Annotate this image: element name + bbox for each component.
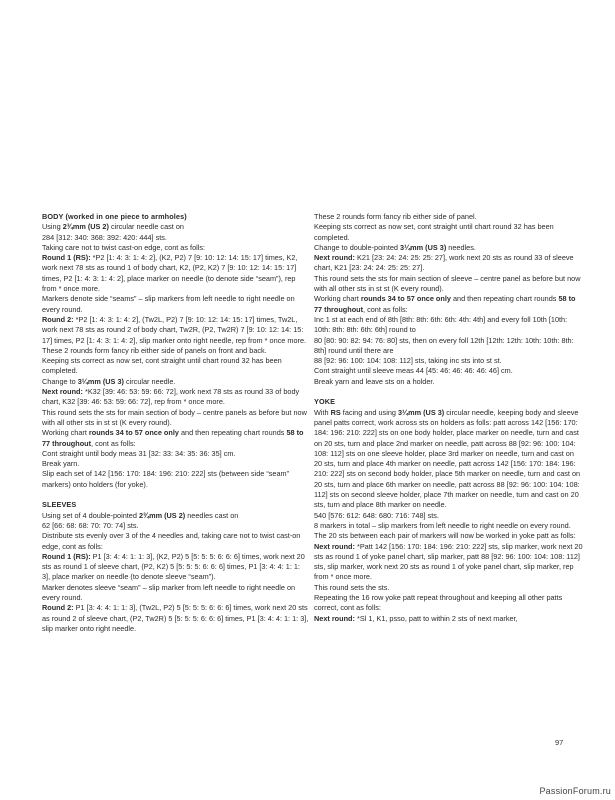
text-run: Using set of 4 double-pointed xyxy=(42,510,139,520)
paragraph xyxy=(314,377,584,387)
text-run: , cont as folls: xyxy=(363,304,408,314)
text-run: With xyxy=(314,407,331,417)
text-run: 8 markers in total – slip markers from left needle to right needle on every round. The 20 sts between each pair of markers will now be worked in yoke patt as folls: xyxy=(314,520,576,541)
text-run: 88 [92: 96: 100: 104: 108: 112] sts, taking inc sts into st st. xyxy=(314,356,502,366)
text-run: 80 [80: 90: 82: 94: 76: 80] sts, then on every foll 12th [12th: 12th: 10th: 10th: 8th: 8th] round until there are xyxy=(314,335,574,355)
paragraph xyxy=(314,614,584,624)
bold-run: 3¼mm (US 3) xyxy=(397,407,445,417)
bold-run: RS xyxy=(330,407,341,417)
text-run: , cont as folls: xyxy=(91,438,136,448)
text-run: needles cast on xyxy=(185,510,239,520)
bold-run: Round 1 (RS): xyxy=(42,253,91,263)
paragraph xyxy=(42,387,310,408)
paragraph xyxy=(42,294,310,315)
text-run: Taking care not to twist cast-on edge, cont as folls: xyxy=(42,242,206,252)
text-run: and then repeating chart rounds xyxy=(450,294,559,304)
text-run: *Patt 142 [156: 170: 184: 196: 210: 222] sts, slip marker, work next 20 sts as round 1 of yoke panel chart, slip marker, patt 88 [92: 96: 100: 104: 108: 112] sts, slip marker, work next 20 sts as round 1 of yoke panel chart, slip marker, rep from * once more. xyxy=(314,541,583,582)
text-run: *P2 [1: 4: 3: 1: 4: 2], (K2, P2) 7 [9: 10: 12: 14: 15: 17] times, K2, work next 78 sts as round 1 of body chart, K2, (P2, K2) 7 [9: 10: 12: 14: 15: 17] times, P2 [1: 4: 3: 1: 4: 2], place marker on needle (to denote side “seam”), rep from * once more. xyxy=(42,253,298,294)
text-run: *K32 [39: 46: 53: 59: 66: 72], work next 78 sts as round 33 of body chart, K32 [39: 46: 53: 59: 66: 72], rep from * once more. xyxy=(42,387,300,407)
paragraph xyxy=(314,243,584,253)
bold-run: Round 2: xyxy=(42,603,74,613)
paragraph xyxy=(42,531,310,552)
bold-run: SLEEVES xyxy=(42,500,77,510)
paragraph xyxy=(314,593,584,614)
text-run: facing and using xyxy=(340,407,398,417)
text-run: Break yarn. xyxy=(42,459,80,469)
page-number: 97 xyxy=(555,738,564,747)
text-run: These 2 rounds form fancy rib either side of panels on front and back. xyxy=(42,345,267,355)
paragraph xyxy=(314,336,584,357)
paragraph xyxy=(314,542,584,583)
text-run: Distribute sts evenly over 3 of the 4 needles and, taking care not to twist cast-on edge, cont as folls: xyxy=(42,531,301,551)
text-run: 62 [66: 68: 68: 70: 70: 74] sts. xyxy=(42,520,139,530)
paragraph xyxy=(42,377,310,387)
bold-run: Round 1 (RS): xyxy=(42,551,91,561)
bold-run: BODY (worked in one piece to armholes) xyxy=(42,212,187,221)
bold-run: rounds 34 to 57 once only xyxy=(88,428,179,438)
paragraph xyxy=(314,521,584,542)
paragraph xyxy=(42,233,310,243)
bold-run: Next round: xyxy=(42,387,83,397)
paragraph xyxy=(42,511,310,521)
paragraph xyxy=(314,408,584,511)
text-run: *Sl 1, K1, psso, patt to within 2 sts of next marker, xyxy=(354,613,518,623)
paragraph xyxy=(314,294,584,315)
paragraph xyxy=(314,274,584,295)
paragraph xyxy=(42,459,310,469)
text-run: Change to xyxy=(42,376,78,386)
text-run: Inc 1 st at each end of 8th [8th: 8th: 6th: 6th: 4th: 4th] and every foll 10th [10th: 10th: 8th: 8th: 6th: 6th] round to xyxy=(314,314,568,335)
text-run: circular needle. xyxy=(123,376,176,386)
text-run: *P2 [1: 4: 3: 1: 4: 2], (Tw2L, P2) 7 [9: 10: 12: 14: 15: 17] times, Tw2L, work next 78 sts as round 2 of body chart, Tw2R, (P2, Tw2R) 7 [9: 10: 12: 14: 15: 17] times, P2 [1: 4: 3: 1: 4: 2], slip marker onto right needle, rep from * once more. xyxy=(42,314,307,345)
paragraph xyxy=(314,315,584,336)
text-run: Slip each set of 142 [156: 170: 184: 196: 210: 222] sts (between side “seam” markers) onto holders (for yoke). xyxy=(42,469,290,489)
left-column xyxy=(42,212,310,634)
bold-run: 3¼mm (US 3) xyxy=(77,376,124,386)
bold-run: Next round: xyxy=(314,541,355,551)
paragraph xyxy=(42,552,310,583)
paragraph xyxy=(42,346,310,356)
paragraph xyxy=(42,253,310,294)
text-run: 284 [312: 340: 368: 392: 420: 444] sts. xyxy=(42,232,167,242)
text-run: This round sets the sts for main section of body – centre panels as before but now with all other sts in st st (K every round). xyxy=(42,407,307,427)
text-run: and then repeating chart rounds xyxy=(178,428,287,438)
paragraph xyxy=(42,603,310,634)
text-run: circular needle cast on xyxy=(108,222,184,232)
paragraph xyxy=(42,469,310,490)
bold-run: Round 2: xyxy=(42,314,74,324)
bold-run: 3¼mm (US 3) xyxy=(400,242,447,252)
text-run: Change to double-pointed xyxy=(314,242,401,252)
text-run: Markers denote side “seams” – slip markers from left needle to right needle on every round. xyxy=(42,294,295,314)
paragraph xyxy=(42,449,310,459)
bold-run: 2¾mm (US 2) xyxy=(138,510,186,520)
paragraph xyxy=(42,222,310,232)
section-heading xyxy=(42,212,310,222)
text-run: 540 [576: 612: 648: 680: 716: 748] sts. xyxy=(314,510,439,520)
paragraph xyxy=(42,315,310,346)
bold-run: 2¾mm (US 2) xyxy=(62,222,109,232)
text-run: Break yarn and leave sts on a holder. xyxy=(314,376,435,386)
section-heading xyxy=(314,397,584,407)
text-run: Using xyxy=(42,222,63,232)
bold-run: 58 to 77 throughout xyxy=(42,428,304,448)
text-run: circular needle, keeping body and sleeve panel patts correct, work across sts on holders as folls: patt across 142 [156: 170: 184: 196: 210: 222] sts on one body holder, place marker on needle, turn and cast on 20 sts, turn and place 2nd marker on needle, patt across 88 [92: 96: 100: 104: 108: 112] sts on one sleeve holder, place 3rd marker on needle, turn and cast on 20 sts, turn and place 4th marker on needle, patt across 142 [156: 170: 184: 196: 210: 222] sts on second body holder, place 5th marker on needle, turn and cast on 20 sts, turn and place 6th marker on needle, patt across 88 [92: 96: 100: 104: 108: 112] sts on second sleeve holder, place 7th marker on needle, turn and cast on 20 sts, turn and place 8th marker on needle. xyxy=(314,407,581,510)
text-run: K21 [23: 24: 24: 25: 25: 27], work next 20 sts as round 33 of sleeve chart, K21 [23: 24: 24: 25: 25: 27]. xyxy=(314,253,574,273)
paragraph xyxy=(314,583,584,593)
bold-run: YOKE xyxy=(314,397,336,407)
watermark: PassionForum.ru xyxy=(539,786,611,796)
text-run: These 2 rounds form fancy rib either side of panel. xyxy=(314,212,477,221)
text-run: Cont straight until sleeve meas 44 [45: 46: 46: 46: 46: 46] cm. xyxy=(314,366,513,376)
text-run: Working chart xyxy=(42,428,89,438)
bold-run: rounds 34 to 57 once only xyxy=(360,294,451,304)
text-run: Marker denotes sleeve “seam” – slip marker from left needle to right needle on every round. xyxy=(42,582,296,602)
text-run: This round sets the sts for main section of sleeve – centre panel as before but now with all other sts in st st (K every round). xyxy=(314,273,581,294)
text-run: Cont straight until body meas 31 [32: 33: 34: 35: 36: 35] cm. xyxy=(42,448,236,458)
paragraph xyxy=(314,222,584,243)
paragraph xyxy=(42,243,310,253)
bold-run: Next round: xyxy=(314,613,355,623)
text-run: Working chart xyxy=(314,294,361,304)
section-heading xyxy=(42,500,310,510)
text-run: Keeping sts correct as now set, cont straight until chart round 32 has been completed. xyxy=(42,356,282,376)
section-gap xyxy=(42,490,310,500)
paragraph xyxy=(314,253,584,274)
text-run: needles. xyxy=(446,242,476,252)
section-gap xyxy=(314,387,584,397)
text-run: P1 [3: 4: 4: 1: 1: 3], (Tw2L, P2) 5 [5: 5: 5: 6: 6: 6] times, work next 20 sts as round 2 of sleeve chart, (P2, Tw2R) 5 [5: 5: 5: 6: 6: 6] times, P1 [3: 4: 4: 1: 1: 3], slip marker onto right needle. xyxy=(42,603,309,633)
right-column xyxy=(314,212,584,624)
paragraph xyxy=(42,521,310,531)
paragraph xyxy=(314,356,584,366)
bold-run: Next round: xyxy=(314,253,355,263)
paragraph xyxy=(42,428,310,449)
text-run: This round sets the sts. xyxy=(314,582,390,592)
paragraph xyxy=(314,366,584,376)
text-run: Keeping sts correct as now set, cont straight until chart round 32 has been completed. xyxy=(314,222,554,242)
bold-run: 58 to 77 throughout xyxy=(314,294,576,314)
paragraph xyxy=(42,408,310,429)
text-run: Repeating the 16 row yoke patt repeat throughout and keeping all other patts correct, cont as folls: xyxy=(314,592,563,613)
paragraph xyxy=(42,356,310,377)
text-run: P1 [3: 4: 4: 1: 1: 3], (K2, P2) 5 [5: 5: 5: 6: 6: 6] times, work next 20 sts as round 1 of sleeve chart, (P2, K2) 5 [5: 5: 5: 6: 6: 6] times, P1 [3: 4: 4: 1: 1: 3], place marker on needle (to denote sleeve “seam”). xyxy=(42,551,305,582)
paragraph xyxy=(314,511,584,521)
paragraph xyxy=(42,583,310,604)
paragraph xyxy=(314,212,584,222)
